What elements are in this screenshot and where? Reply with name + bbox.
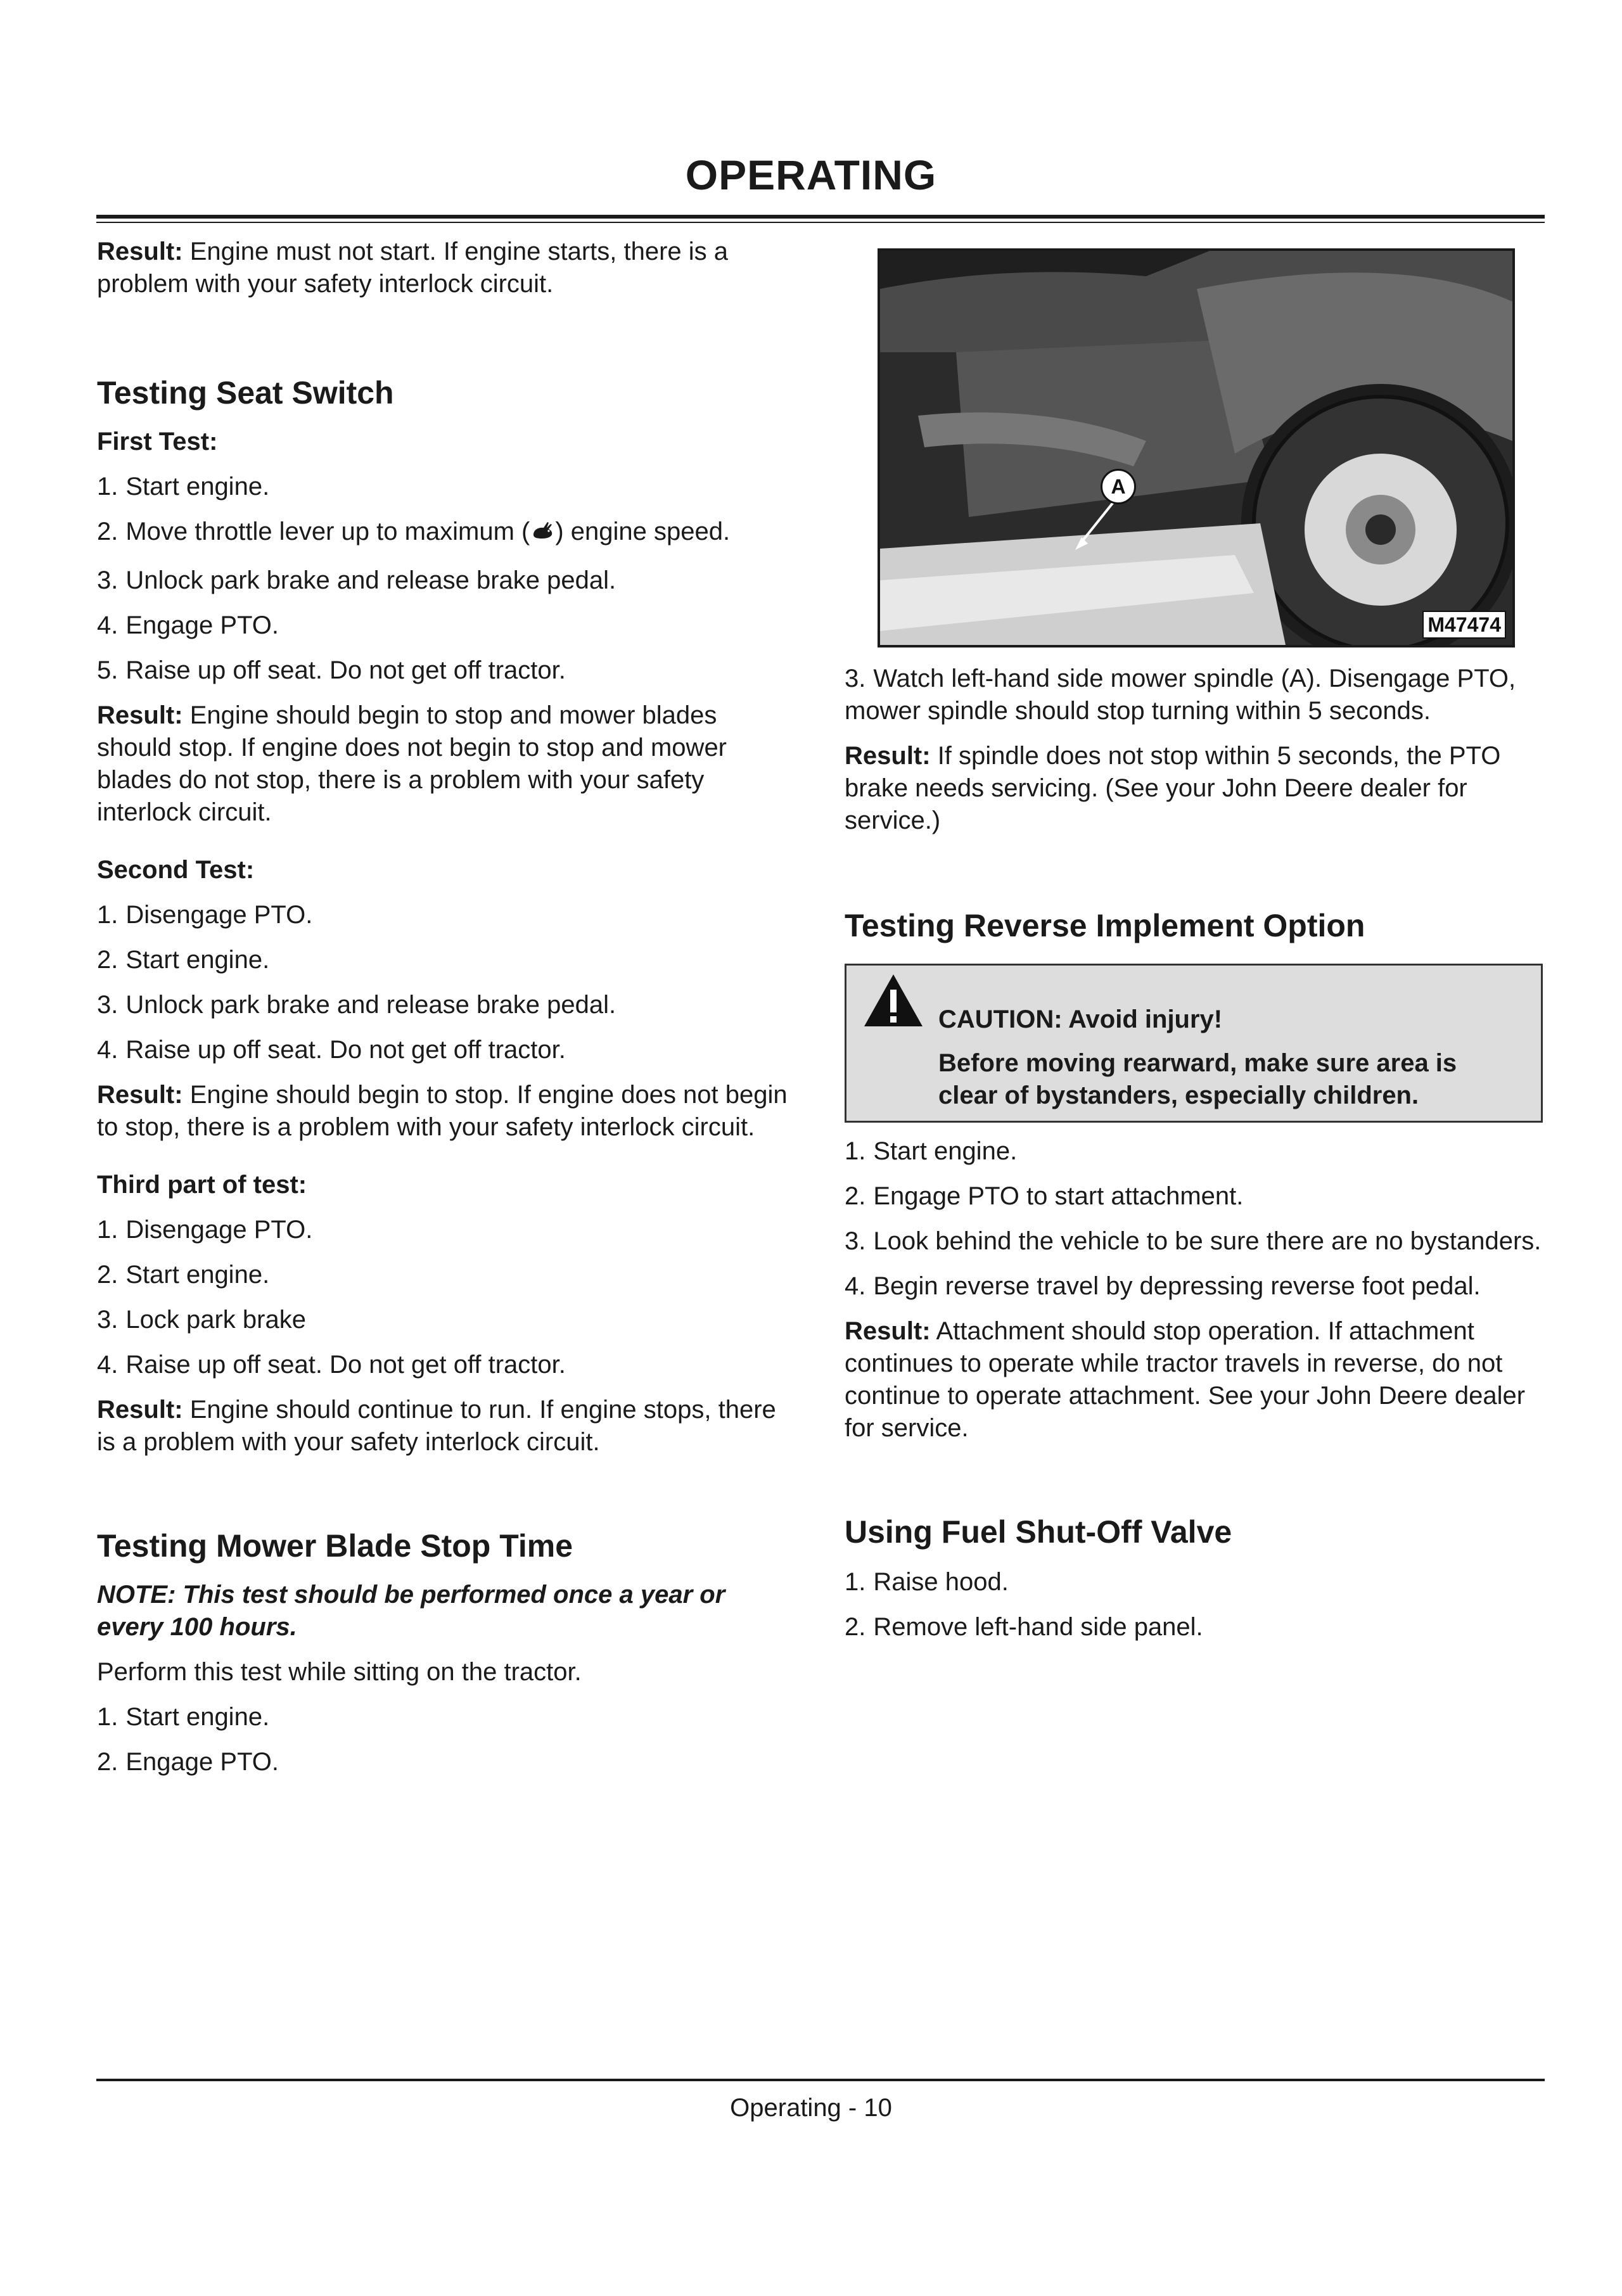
step-text: Disengage PTO. [125,1216,313,1244]
step-text: Start engine. [125,473,270,501]
blade-stop-step-3 [845,663,1548,727]
intro-text: Perform this test while sitting on the tractor. [97,1658,582,1686]
step-text: Lock park brake [125,1306,306,1334]
callout-a-label: A [1101,469,1136,504]
step-number: 4. [97,1036,118,1064]
result-text: Attachment should stop operation. If attachment continues to operate while tractor travels in reverse, do not continue to operate attachment. See your John Deere dealer for service. [845,1317,1526,1442]
step-text: Start engine. [125,1703,270,1731]
result-label: Result: [845,742,931,770]
page-footer: Operating - 10 [730,2094,892,2122]
step-number: 1. [97,473,118,501]
section-heading-blade-stop: Testing Mower Blade Stop Time [97,1528,573,1564]
step-text: Start engine. [873,1137,1018,1165]
step-text: Engage PTO. [125,1748,279,1776]
footer-rule [96,2079,1545,2081]
step-text: Start engine. [125,946,270,974]
step-text: Raise up off seat. Do not get off tractor. [125,656,566,684]
caution-box [845,964,1543,1123]
step-text: Begin reverse travel by depressing reverse foot pedal. [873,1272,1481,1300]
result-text: Engine should continue to run. If engine stops, there is a problem with your safety interlock circuit. [97,1396,776,1456]
caution-body: Before moving rearward, make sure area is clear of bystanders, especially children. [938,1049,1457,1109]
header-rule-thin [96,222,1545,223]
step-number: 2. [845,1613,866,1641]
step-text: Engage PTO to start attachment. [873,1182,1244,1210]
list-item [97,1746,788,1778]
step-number: 1. [845,1568,866,1596]
list-item [97,1214,788,1246]
third-test-result [97,1394,788,1458]
list-item [97,944,788,976]
first-test-label: First Test: [97,428,218,456]
list-item [845,1135,1548,1168]
result-text: Engine should begin to stop and mower blades should stop. If engine does not begin to stop and mower blades do not stop, there is a problem with your safety interlock circuit. [97,701,727,826]
step-number: 2. [97,518,118,545]
step-text: Look behind the vehicle to be sure there are no bystanders. [873,1227,1542,1255]
result-label: Result: [97,238,183,265]
step-text: Unlock park brake and release brake pedal. [125,566,616,594]
list-item [97,609,788,642]
step-text: Watch left-hand side mower spindle (A). Disengage PTO, mower spindle should stop turning within 5 seconds. [845,665,1516,725]
list-item [97,1259,788,1291]
step-number: 2. [97,1748,118,1776]
list-item [97,1701,788,1733]
step-number: 1. [97,1703,118,1731]
rabbit-fast-speed-icon [530,518,555,552]
tractor-photo-illustration [880,251,1512,645]
list-item [97,989,788,1021]
right-column [845,236,1548,1656]
section-heading-seat-switch: Testing Seat Switch [97,375,394,411]
blade-stop-result [845,740,1548,837]
section-heading-reverse: Testing Reverse Implement Option [845,908,1365,943]
step-number: 2. [845,1182,866,1210]
result-label: Result: [97,1081,183,1109]
step-text: Remove left-hand side panel. [873,1613,1203,1641]
second-test-result [97,1079,788,1144]
second-test-label: Second Test: [97,856,255,884]
list-item [97,516,788,552]
intro-result [97,236,788,300]
step-number: 3. [97,991,118,1019]
tractor-mower-photo [878,248,1515,647]
result-text: Engine should begin to stop. If engine does not begin to stop, there is a problem with your safety interlock circuit. [97,1081,788,1141]
step-text: Unlock park brake and release brake pedal. [125,991,616,1019]
list-item [97,564,788,597]
result-label: Result: [97,1396,183,1424]
header-rule-thick [96,215,1545,219]
list-item [97,471,788,503]
figure-id: M47474 [1422,611,1506,639]
step-number: 3. [97,1306,118,1334]
list-item [845,1566,1548,1598]
step-text: Engage PTO. [125,611,279,639]
list-item [97,1349,788,1381]
list-item [845,1225,1548,1258]
step-number: 3. [845,665,866,692]
step-number: 4. [97,611,118,639]
step-text: Disengage PTO. [125,901,313,929]
section-heading-fuel: Using Fuel Shut-Off Valve [845,1514,1232,1550]
reverse-result [845,1315,1548,1445]
list-item [845,1270,1548,1303]
list-item [845,1180,1548,1213]
page-title: OPERATING [685,151,937,198]
step-text: Raise hood. [873,1568,1009,1596]
result-text: If spindle does not stop within 5 seconds, the PTO brake needs servicing. (See your John Deere dealer for service.) [845,742,1501,834]
step-text: ) engine speed. [555,518,731,545]
result-label: Result: [97,701,183,729]
step-text: Start engine. [125,1261,270,1289]
caution-title: CAUTION: Avoid injury! [938,1005,1223,1033]
step-number: 2. [97,946,118,974]
list-item [97,1034,788,1066]
step-number: 3. [97,566,118,594]
list-item [97,654,788,687]
step-text: Move throttle lever up to maximum ( [125,518,530,545]
step-number: 3. [845,1227,866,1255]
warning-triangle-icon [862,972,925,1029]
step-number: 4. [97,1351,118,1379]
third-test-label: Third part of test: [97,1171,307,1199]
step-number: 1. [97,1216,118,1244]
result-label: Result: [845,1317,931,1345]
step-number: 1. [845,1137,866,1165]
list-item [845,1611,1548,1643]
step-text: Raise up off seat. Do not get off tractor. [125,1036,566,1064]
list-item [97,1304,788,1336]
step-number: 4. [845,1272,866,1300]
first-test-result [97,699,788,829]
step-number: 5. [97,656,118,684]
step-number: 1. [97,901,118,929]
note-text: NOTE: This test should be performed once a year or every 100 hours. [97,1581,725,1641]
result-text: Engine must not start. If engine starts, there is a problem with your safety interlock circuit. [97,238,729,298]
step-number: 2. [97,1261,118,1289]
left-column [97,236,788,1791]
step-text: Raise up off seat. Do not get off tractor. [125,1351,566,1379]
list-item [97,899,788,931]
